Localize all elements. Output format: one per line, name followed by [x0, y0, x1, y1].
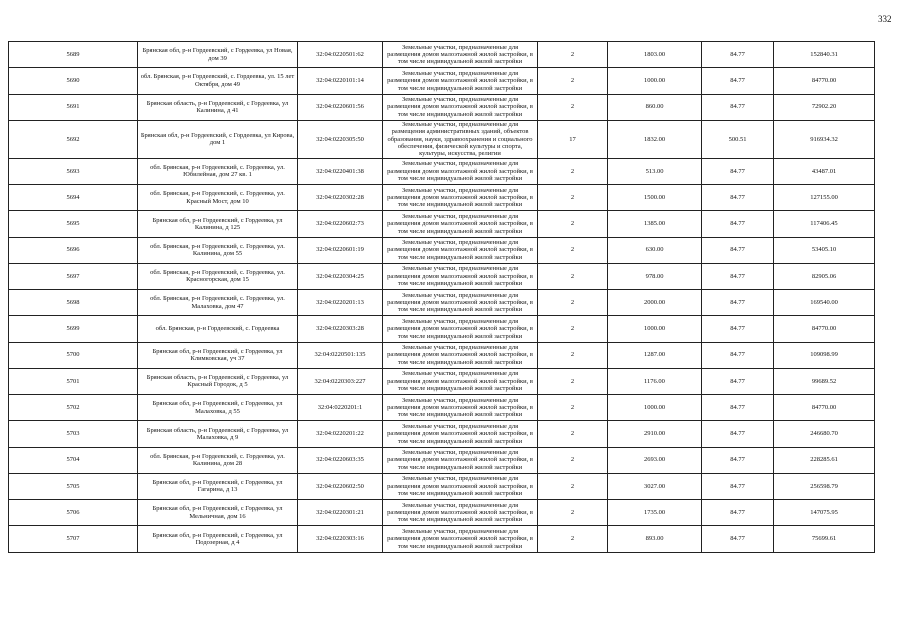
land-use-cell: Земельные участки, предназначенные для размещения домов малоэтажной жилой застройки, в том числе индивидуальной жилой застройки — [383, 395, 538, 421]
row-number-cell: 5696 — [9, 237, 138, 263]
row-number-cell: 5695 — [9, 211, 138, 237]
group-cell: 2 — [538, 395, 608, 421]
cadastral-number-cell: 32:04:0220302:28 — [298, 185, 383, 211]
area-cell: 1803.00 — [608, 42, 702, 68]
table-row — [9, 290, 875, 316]
area-cell: 513.00 — [608, 158, 702, 184]
cadastral-number-cell: 32:04:0220305:50 — [298, 120, 383, 158]
specific-value-cell: 84.77 — [702, 237, 774, 263]
area-cell: 2693.00 — [608, 447, 702, 473]
specific-value-cell: 84.77 — [702, 368, 774, 394]
cadastral-number-cell: 32:04:0220303:28 — [298, 316, 383, 342]
cadastral-value-cell: 246680.70 — [774, 421, 875, 447]
table-row — [9, 211, 875, 237]
specific-value-cell: 84.77 — [702, 42, 774, 68]
area-cell: 1000.00 — [608, 316, 702, 342]
land-use-cell: Земельные участки, предназначенные для размещения домов малоэтажной жилой застройки, в том числе индивидуальной жилой застройки — [383, 94, 538, 120]
table-row — [9, 447, 875, 473]
cadastral-value-cell: 228285.61 — [774, 447, 875, 473]
row-number-cell: 5691 — [9, 94, 138, 120]
group-cell: 2 — [538, 263, 608, 289]
area-cell: 630.00 — [608, 237, 702, 263]
group-cell: 2 — [538, 237, 608, 263]
cadastral-value-cell: 84770.00 — [774, 395, 875, 421]
cadastral-number-cell: 32:04:0220303:227 — [298, 368, 383, 394]
specific-value-cell: 84.77 — [702, 290, 774, 316]
area-cell: 3027.00 — [608, 473, 702, 499]
address-cell: Брянская обл, р-н Гордеевский, с Гордеевка, ул Кирова, дом 1 — [138, 120, 298, 158]
cadastral-number-cell: 32:04:0220601:56 — [298, 94, 383, 120]
row-number-cell: 5698 — [9, 290, 138, 316]
cadastral-number-cell: 32:04:0220501:62 — [298, 42, 383, 68]
cadastral-value-cell: 84770.00 — [774, 316, 875, 342]
table-body — [9, 42, 875, 553]
specific-value-cell: 84.77 — [702, 185, 774, 211]
table-row — [9, 395, 875, 421]
table-row — [9, 421, 875, 447]
group-cell: 2 — [538, 421, 608, 447]
address-cell: Брянская область, р-н Гордеевский, с Гордеевка, ул Малаховка, д 9 — [138, 421, 298, 447]
address-cell: Брянская обл, р-н Гордеевский, с Гордеевка, ул Малаховка, д 55 — [138, 395, 298, 421]
table-row — [9, 526, 875, 552]
row-number-cell: 5705 — [9, 473, 138, 499]
area-cell: 1000.00 — [608, 395, 702, 421]
cadastral-number-cell: 32:04:0220201:1 — [298, 395, 383, 421]
group-cell: 2 — [538, 42, 608, 68]
cadastral-value-cell: 53405.10 — [774, 237, 875, 263]
row-number-cell: 5690 — [9, 68, 138, 94]
cadastral-number-cell: 32:04:0220602:50 — [298, 473, 383, 499]
cadastral-number-cell: 32:04:0220101:14 — [298, 68, 383, 94]
specific-value-cell: 84.77 — [702, 263, 774, 289]
cadastral-value-cell: 147075.95 — [774, 500, 875, 526]
cadastral-value-cell: 256598.79 — [774, 473, 875, 499]
address-cell: Брянская обл, р-н Гордеевский, с Гордеевка, ул Климковская, уч 37 — [138, 342, 298, 368]
land-use-cell: Земельные участки, предназначенные для размещения домов малоэтажной жилой застройки, в том числе индивидуальной жилой застройки — [383, 368, 538, 394]
cadastral-value-cell: 152840.31 — [774, 42, 875, 68]
specific-value-cell: 84.77 — [702, 158, 774, 184]
land-use-cell: Земельные участки, предназначенные для размещения административных зданий, объектов образования, науки, здравоохранения и социального обеспечения, физической культуры и спорта, культуры, искусства, религии — [383, 120, 538, 158]
specific-value-cell: 84.77 — [702, 526, 774, 552]
cadastral-value-cell: 99689.52 — [774, 368, 875, 394]
row-number-cell: 5699 — [9, 316, 138, 342]
area-cell: 1385.00 — [608, 211, 702, 237]
cadastral-number-cell: 32:04:0220304:25 — [298, 263, 383, 289]
land-use-cell: Земельные участки, предназначенные для размещения домов малоэтажной жилой застройки, в том числе индивидуальной жилой застройки — [383, 290, 538, 316]
group-cell: 2 — [538, 500, 608, 526]
cadastral-number-cell: 32:04:0220201:22 — [298, 421, 383, 447]
cadastral-number-cell: 32:04:0220303:16 — [298, 526, 383, 552]
area-cell: 1500.00 — [608, 185, 702, 211]
group-cell: 2 — [538, 526, 608, 552]
cadastral-value-cell: 117406.45 — [774, 211, 875, 237]
table-row — [9, 263, 875, 289]
area-cell: 1832.00 — [608, 120, 702, 158]
row-number-cell: 5689 — [9, 42, 138, 68]
address-cell: обл. Брянская, р-н Гордеевский, с. Гордеевка, ул. Красногорская, дом 15 — [138, 263, 298, 289]
specific-value-cell: 84.77 — [702, 211, 774, 237]
land-use-cell: Земельные участки, предназначенные для размещения домов малоэтажной жилой застройки, в том числе индивидуальной жилой застройки — [383, 473, 538, 499]
cadastral-value-cell: 109098.99 — [774, 342, 875, 368]
address-cell: Брянская область, р-н Гордеевский, с Гордеевка, ул Калинина, д 41 — [138, 94, 298, 120]
table-row — [9, 158, 875, 184]
row-number-cell: 5704 — [9, 447, 138, 473]
group-cell: 2 — [538, 368, 608, 394]
land-use-cell: Земельные участки, предназначенные для размещения домов малоэтажной жилой застройки, в том числе индивидуальной жилой застройки — [383, 263, 538, 289]
group-cell: 2 — [538, 185, 608, 211]
specific-value-cell: 84.77 — [702, 68, 774, 94]
cadastral-number-cell: 32:04:0220301:21 — [298, 500, 383, 526]
row-number-cell: 5706 — [9, 500, 138, 526]
area-cell: 978.00 — [608, 263, 702, 289]
address-cell: Брянская обл, р-н Гордеевский, с Гордеевка, ул Новая, дом 39 — [138, 42, 298, 68]
cadastral-number-cell: 32:04:0220201:13 — [298, 290, 383, 316]
page-number: 332 — [878, 14, 892, 24]
group-cell: 2 — [538, 290, 608, 316]
specific-value-cell: 500.51 — [702, 120, 774, 158]
row-number-cell: 5702 — [9, 395, 138, 421]
land-use-cell: Земельные участки, предназначенные для размещения домов малоэтажной жилой застройки, в том числе индивидуальной жилой застройки — [383, 316, 538, 342]
cadastral-value-cell: 84770.00 — [774, 68, 875, 94]
address-cell: обл. Брянская, р-н Гордеевский, с. Гордеевка, ул. Калинина, дом 55 — [138, 237, 298, 263]
address-cell: Брянская обл, р-н Гордеевский, с Гордеевка, ул Мельничная, дом 16 — [138, 500, 298, 526]
group-cell: 2 — [538, 158, 608, 184]
land-use-cell: Земельные участки, предназначенные для размещения домов малоэтажной жилой застройки, в том числе индивидуальной жилой застройки — [383, 421, 538, 447]
specific-value-cell: 84.77 — [702, 421, 774, 447]
group-cell: 2 — [538, 447, 608, 473]
group-cell: 2 — [538, 68, 608, 94]
land-use-cell: Земельные участки, предназначенные для размещения домов малоэтажной жилой застройки, в том числе индивидуальной жилой застройки — [383, 342, 538, 368]
area-cell: 860.00 — [608, 94, 702, 120]
row-number-cell: 5697 — [9, 263, 138, 289]
cadastral-value-cell: 82905.06 — [774, 263, 875, 289]
row-number-cell: 5703 — [9, 421, 138, 447]
group-cell: 2 — [538, 316, 608, 342]
table-row — [9, 237, 875, 263]
land-use-cell: Земельные участки, предназначенные для размещения домов малоэтажной жилой застройки, в том числе индивидуальной жилой застройки — [383, 237, 538, 263]
land-use-cell: Земельные участки, предназначенные для размещения домов малоэтажной жилой застройки, в том числе индивидуальной жилой застройки — [383, 68, 538, 94]
cadastral-value-cell: 43487.01 — [774, 158, 875, 184]
table-row — [9, 316, 875, 342]
area-cell: 1735.00 — [608, 500, 702, 526]
specific-value-cell: 84.77 — [702, 316, 774, 342]
cadastral-value-cell: 75699.61 — [774, 526, 875, 552]
specific-value-cell: 84.77 — [702, 94, 774, 120]
row-number-cell: 5700 — [9, 342, 138, 368]
land-use-cell: Земельные участки, предназначенные для размещения домов малоэтажной жилой застройки, в том числе индивидуальной жилой застройки — [383, 500, 538, 526]
cadastral-value-cell: 916934.32 — [774, 120, 875, 158]
area-cell: 893.00 — [608, 526, 702, 552]
row-number-cell: 5701 — [9, 368, 138, 394]
land-use-cell: Земельные участки, предназначенные для размещения домов малоэтажной жилой застройки, в том числе индивидуальной жилой застройки — [383, 447, 538, 473]
specific-value-cell: 84.77 — [702, 500, 774, 526]
row-number-cell: 5692 — [9, 120, 138, 158]
area-cell: 2000.00 — [608, 290, 702, 316]
land-use-cell: Земельные участки, предназначенные для размещения домов малоэтажной жилой застройки, в том числе индивидуальной жилой застройки — [383, 185, 538, 211]
address-cell: Брянская обл, р-н Гордеевский, с Гордеевка, ул Калинина, д 125 — [138, 211, 298, 237]
address-cell: обл. Брянская, р-н Гордеевский, с. Гордеевка, ул. Калинина, дом 28 — [138, 447, 298, 473]
cadastral-number-cell: 32:04:0220501:135 — [298, 342, 383, 368]
address-cell: обл. Брянская, р-н Гордеевский, с. Гордеевка, ул. Малаховка, дом 47 — [138, 290, 298, 316]
table-row — [9, 473, 875, 499]
cadastral-number-cell: 32:04:0220603:35 — [298, 447, 383, 473]
table-row — [9, 68, 875, 94]
area-cell: 2910.00 — [608, 421, 702, 447]
address-cell: обл. Брянская, р-н Гордеевский, с. Гордеевка, ул. 15 лет Октября, дом 49 — [138, 68, 298, 94]
cadastral-value-cell: 127155.00 — [774, 185, 875, 211]
address-cell: обл. Брянская, р-н Гордеевский, с. Гордеевка, ул. Юбилейная, дом 27 кв. 1 — [138, 158, 298, 184]
table-row — [9, 342, 875, 368]
table-row — [9, 368, 875, 394]
group-cell: 2 — [538, 342, 608, 368]
area-cell: 1287.00 — [608, 342, 702, 368]
area-cell: 1000.00 — [608, 68, 702, 94]
address-cell: обл. Брянская, р-н Гордеевский, с. Гордеевка — [138, 316, 298, 342]
cadastral-number-cell: 32:04:0220602:73 — [298, 211, 383, 237]
specific-value-cell: 84.77 — [702, 342, 774, 368]
address-cell: Брянская обл, р-н Гордеевский, с Гордеевка, ул Подозерная, д 4 — [138, 526, 298, 552]
cadastral-number-cell: 32:04:0220401:38 — [298, 158, 383, 184]
land-use-cell: Земельные участки, предназначенные для размещения домов малоэтажной жилой застройки, в том числе индивидуальной жилой застройки — [383, 211, 538, 237]
row-number-cell: 5707 — [9, 526, 138, 552]
land-use-cell: Земельные участки, предназначенные для размещения домов малоэтажной жилой застройки, в том числе индивидуальной жилой застройки — [383, 42, 538, 68]
group-cell: 2 — [538, 473, 608, 499]
cadastral-value-cell: 169540.00 — [774, 290, 875, 316]
address-cell: обл. Брянская, р-н Гордеевский, с. Гордеевка, ул. Красный Мост, дом 10 — [138, 185, 298, 211]
specific-value-cell: 84.77 — [702, 473, 774, 499]
cadastral-value-cell: 72902.20 — [774, 94, 875, 120]
specific-value-cell: 84.77 — [702, 447, 774, 473]
row-number-cell: 5694 — [9, 185, 138, 211]
address-cell: Брянская обл, р-н Гордеевский, с Гордеевка, ул Гагарина, д 13 — [138, 473, 298, 499]
land-plots-table — [8, 41, 875, 553]
land-use-cell: Земельные участки, предназначенные для размещения домов малоэтажной жилой застройки, в том числе индивидуальной жилой застройки — [383, 158, 538, 184]
group-cell: 2 — [538, 94, 608, 120]
table-row — [9, 94, 875, 120]
cadastral-number-cell: 32:04:0220601:19 — [298, 237, 383, 263]
table-row — [9, 42, 875, 68]
table-row — [9, 185, 875, 211]
area-cell: 1176.00 — [608, 368, 702, 394]
row-number-cell: 5693 — [9, 158, 138, 184]
specific-value-cell: 84.77 — [702, 395, 774, 421]
group-cell: 17 — [538, 120, 608, 158]
address-cell: Брянская область, р-н Гордеевский, с Гордеевка, ул Красный Городок, д 5 — [138, 368, 298, 394]
land-use-cell: Земельные участки, предназначенные для размещения домов малоэтажной жилой застройки, в том числе индивидуальной жилой застройки — [383, 526, 538, 552]
table-row — [9, 500, 875, 526]
group-cell: 2 — [538, 211, 608, 237]
table-row — [9, 120, 875, 158]
